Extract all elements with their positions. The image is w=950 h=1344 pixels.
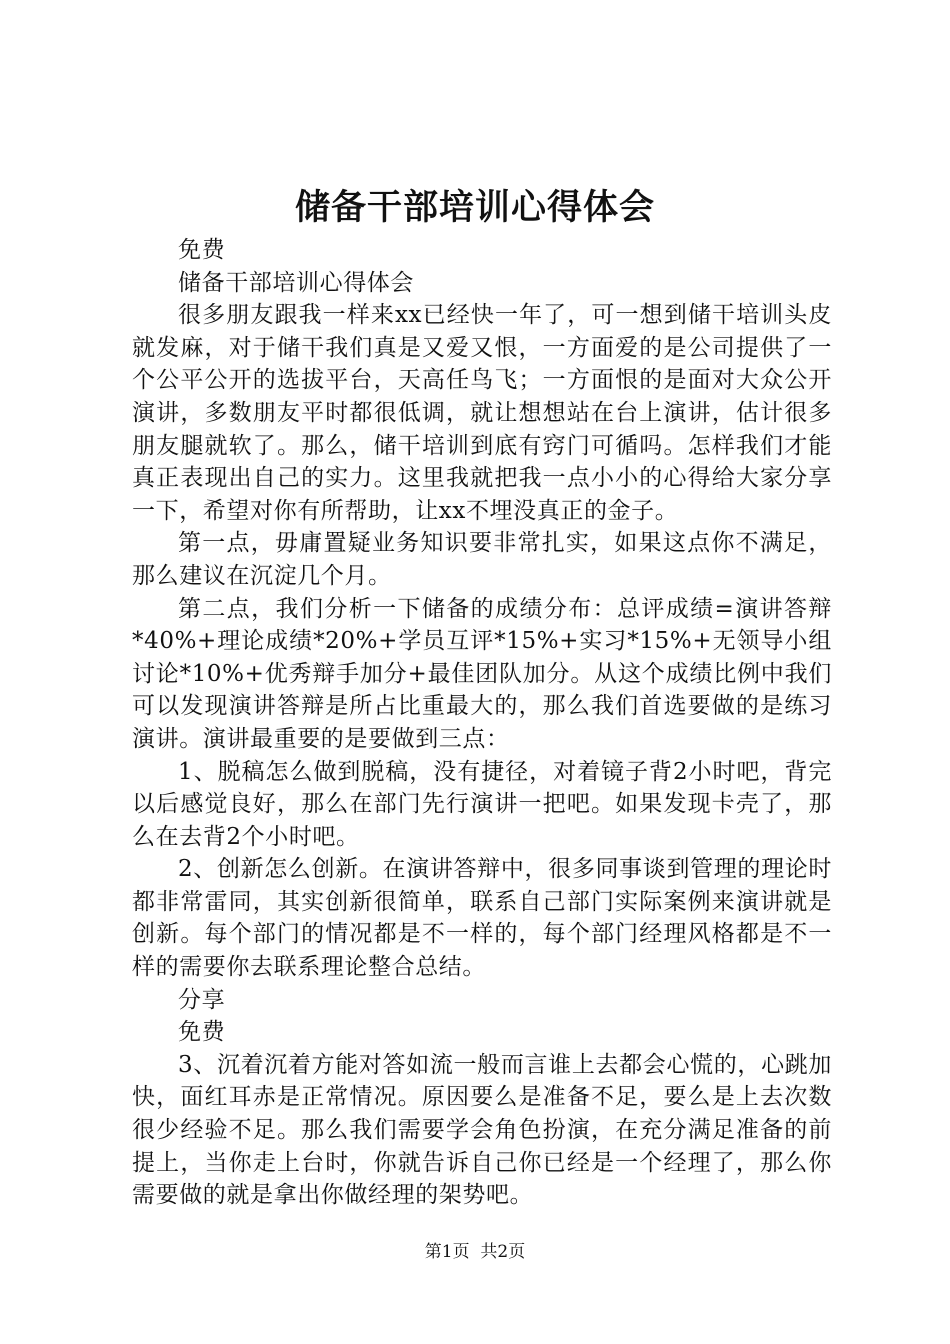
paragraph-point-two: 第二点，我们分析一下储备的成绩分布：总评成绩=演讲答辩*40%+理论成绩*20%+学员互评*15%+实习*15%+无领导小组讨论*10%+优秀辩手加分+最佳团队加分。从这个成绩比例中我们可以发现演讲答辩是所占比重最大的，那么我们首选要做的是练习演讲。演讲最重要的是要做到三点： [132, 595, 832, 752]
paragraph-free-label-2: 免费 [178, 1019, 226, 1046]
paragraph-free-label: 免费 [178, 237, 226, 263]
paragraph-subtitle: 储备干部培训心得体会 [178, 269, 414, 296]
paragraph-item-2: 2、创新怎么创新。在演讲答辩中，很多同事谈到管理的理论时都非常雷同，其实创新很简单，联系自己部门实际案例来演讲就是创新。每个部门的情况都是不一样的，每个部门经理风格都是不一样的需要你去联系理论整合总结。 [132, 856, 832, 981]
document-body [132, 234, 832, 1212]
paragraph-share-label: 分享 [178, 986, 226, 1013]
page-footer: 第1页 共2页 [424, 1242, 526, 1262]
paragraph-intro: 很多朋友跟我一样来xx已经快一年了，可一想到储干培训头皮就发麻，对于储干我们真是又爱又恨，一方面爱的是公司提供了一个公平公开的选拔平台，天高任鸟飞；一方面恨的是面对大众公开演讲，多数朋友平时都很低调，就让想想站在台上演讲，估计很多朋友腿就软了。那么，储干培训到底有窍门可循吗。怎样我们才能真正表现出自己的实力。这里我就把我一点小小的心得给大家分享一下，希望对你有所帮助，让xx不埋没真正的金子。 [132, 302, 832, 524]
paragraph-item-3: 3、沉着沉着方能对答如流一般而言谁上去都会心慌的，心跳加快，面红耳赤是正常情况。原因要么是准备不足，要么是上去次数很少经验不足。那么我们需要学会角色扮演，在充分满足准备的前提上，当你走上台时，你就告诉自己你已经是一个经理了，那么你需要做的就是拿出你做经理的架势吧。 [132, 1051, 832, 1209]
paragraph-point-one: 第一点，毋庸置疑业务知识要非常扎实，如果这点你不满足，那么建议在沉淀几个月。 [132, 530, 832, 589]
document-title: 储备干部培训心得体会 [294, 187, 655, 228]
paragraph-item-1: 1、脱稿怎么做到脱稿，没有捷径，对着镜子背2小时吧，背完以后感觉良好，那么在部门先行演讲一把吧。如果发现卡壳了，那么在去背2个小时吧。 [132, 758, 832, 850]
